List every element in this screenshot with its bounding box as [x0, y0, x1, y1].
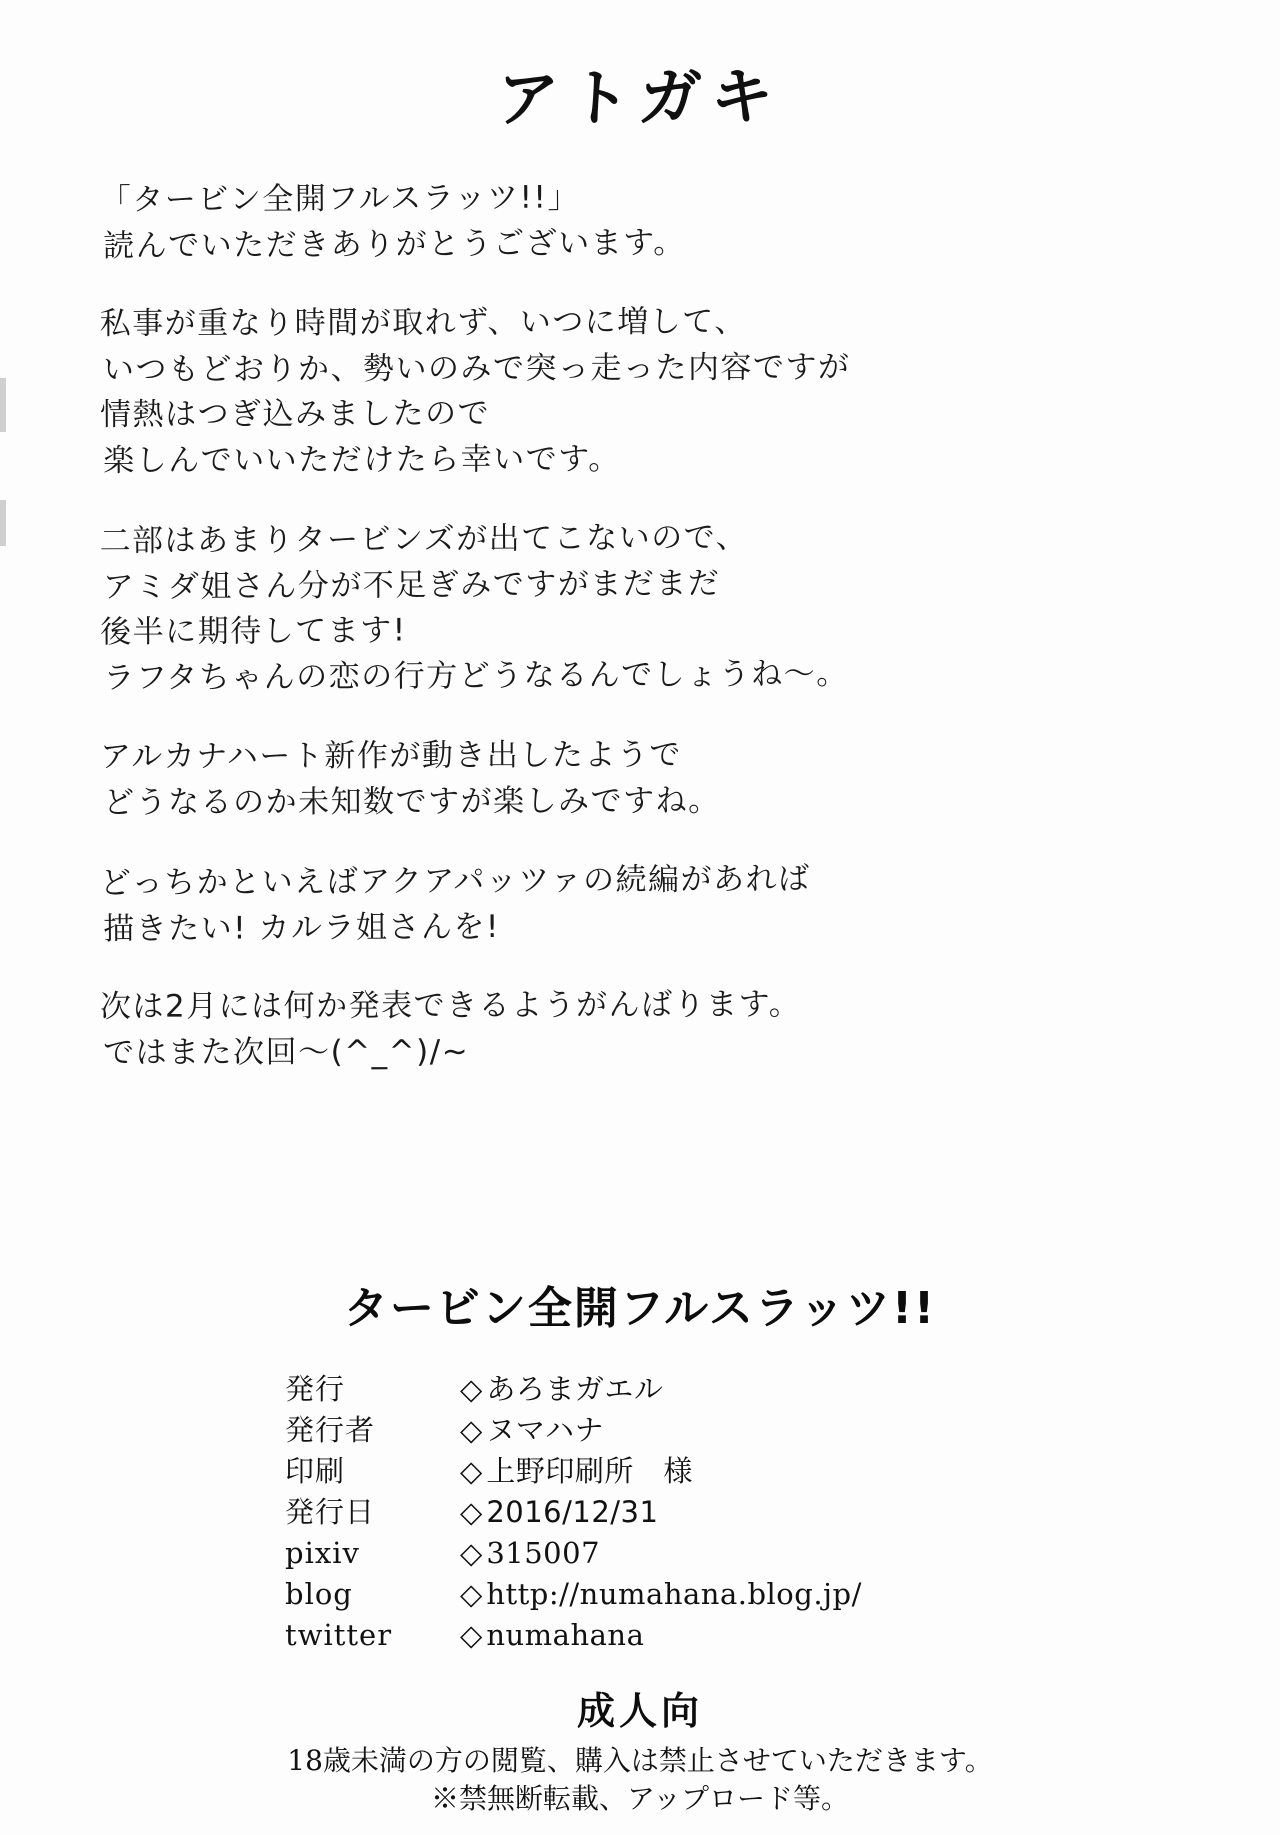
- colophon-label: pixiv: [285, 1536, 360, 1570]
- adult-only-mark: 成人向: [576, 1688, 703, 1733]
- afterword-line: 情熱はつぎ込みましたので: [100, 395, 491, 434]
- afterword-line: どうなるのか未知数ですが楽しみですね。: [103, 781, 721, 821]
- afterword-paragraph: [100, 172, 1191, 270]
- afterword-line: 読んでいただきありがとうございます。: [103, 224, 686, 264]
- colophon-value[interactable]: 315007: [486, 1536, 601, 1570]
- afterword-line: ラフタちゃんの恋の行方どうなるんでしょうね〜。: [103, 655, 849, 697]
- colophon-value[interactable]: http://numahana.blog.jp/: [486, 1577, 862, 1611]
- afterword-line: アミダ姐さん分が不足ぎみですがまだまだ: [102, 565, 721, 606]
- colophon-row: [285, 1536, 1005, 1570]
- scan-edge-mark: [0, 500, 6, 546]
- colophon-row: [285, 1413, 1005, 1447]
- colophon-label: 発行者: [285, 1413, 376, 1447]
- colophon-row: [285, 1372, 1005, 1406]
- afterword-paragraph: [100, 854, 1191, 952]
- afterword-line: 「タービン全開フルスラッツ!!」: [99, 179, 581, 219]
- colophon-table: [285, 1372, 1005, 1662]
- afterword-line: どっちかといえばアクアパッツァの続編があれば: [99, 860, 811, 902]
- afterword-paragraph: [100, 298, 1191, 484]
- colophon-row: [285, 1495, 1005, 1529]
- diamond-icon: ◇: [460, 1618, 483, 1652]
- colophon-value: 上野印刷所 様: [486, 1454, 693, 1488]
- afterword-line: 私事が重なり時間が取れず、いつに増して、: [99, 303, 747, 343]
- afterword-line: 後半に期待してます!: [100, 612, 407, 651]
- legal-notice-line: ※禁無断転載、アップロード等。: [430, 1781, 850, 1815]
- diamond-icon: ◇: [460, 1536, 483, 1570]
- diamond-icon: ◇: [460, 1372, 483, 1406]
- page-title: アトガキ: [494, 59, 786, 136]
- diamond-icon: ◇: [460, 1577, 483, 1611]
- afterword-line: 楽しんでいいただけたら幸いです。: [103, 440, 621, 479]
- colophon-label: blog: [285, 1577, 353, 1611]
- scan-edge-mark: [0, 378, 6, 432]
- colophon-label: twitter: [285, 1618, 393, 1652]
- afterword-paragraph: [100, 981, 1190, 1076]
- colophon-label: 印刷: [285, 1454, 346, 1488]
- colophon-value[interactable]: numahana: [486, 1618, 645, 1652]
- afterword-line: 次は2月には何か発表できるようがんばります。: [99, 986, 802, 1025]
- diamond-icon: ◇: [460, 1495, 483, 1529]
- colophon-row: [285, 1618, 1005, 1652]
- colophon-row: [285, 1577, 1005, 1611]
- afterword-paragraph: [99, 513, 1190, 702]
- colophon-value: 2016/12/31: [486, 1495, 659, 1529]
- afterword-line: 二部はあまりタービンズが出てこないので、: [99, 519, 749, 560]
- afterword-line: アルカナハート新作が動き出したようで: [99, 736, 682, 775]
- colophon-value: ヌマハナ: [486, 1413, 605, 1447]
- diamond-icon: ◇: [460, 1413, 483, 1447]
- colophon-label: 発行: [285, 1372, 346, 1406]
- legal-notice: [0, 1742, 1280, 1818]
- afterword-text: [100, 175, 1190, 1108]
- work-title: タービン全開フルスラッツ!!: [343, 1283, 937, 1334]
- colophon-label: 発行日: [285, 1495, 376, 1529]
- legal-notice-line: 18歳未満の方の閲覧、購入は禁止させていただきます。: [287, 1744, 993, 1777]
- afterword-line: ではまた次回〜(^_^)/~: [103, 1033, 470, 1071]
- afterword-line: いつもどおりか、勢いのみで突っ走った内容ですが: [102, 348, 851, 388]
- diamond-icon: ◇: [460, 1454, 483, 1488]
- colophon-value: あろまガエル: [486, 1372, 664, 1406]
- afterword-line: 描きたい! カルラ姐さんを!: [103, 908, 500, 947]
- afterword-paragraph: [100, 731, 1190, 826]
- colophon-row: [285, 1454, 1005, 1488]
